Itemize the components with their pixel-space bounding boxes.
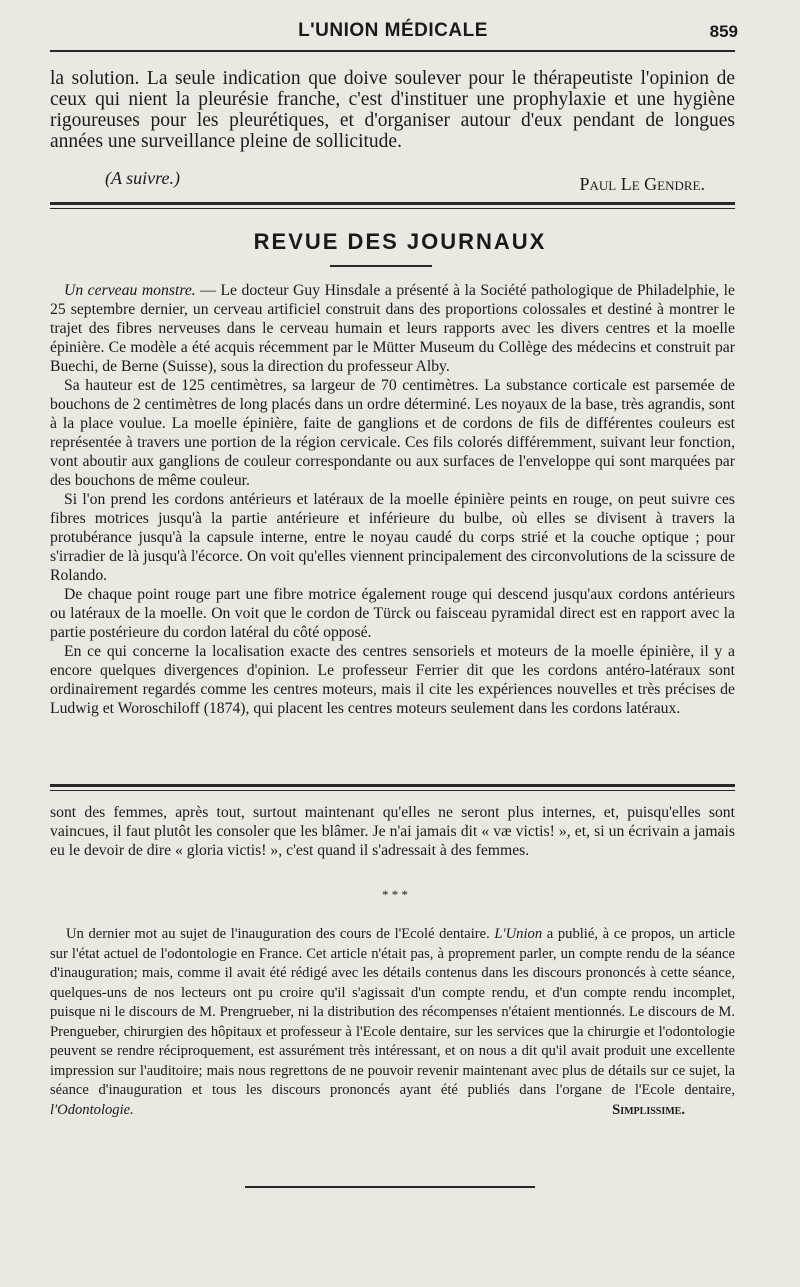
article-text: a publié, à ce propos, un article sur l'état actuel de l'odontologie en France. Cet article n'était pas, à proprement parler, un compte rendu de la séance d'inauguration; mais, comme il avait été rédigé avec les détails contenus dans les discours prononcés à cette séance, quelques-uns de nos lecteurs ont pu croire qu'il s'agissait d'un compte rendu, et d'un compte rendu incomplet, puisque ni le discours de M. Prengrueber, ni la distribution des récompenses n'étaient mentionnés. Le discours de M. Prengueber, chirurgien des hôpitaux et professeur à l'Ecole dentaire, sur les services que la chirurgie et l'odontologie peuvent se rendre réciproquement, est assurément très intéressant, et on nous a dit qu'il avait produit une excellente impression sur l'auditoire; mais nous regrettons de ne pouvoir revenir maintenant avec plus de détails sur ce sujet, la séance d'inauguration et tous les discours prononcés ayant été publiés dans l'organe de l'Ecole dentaire, — [50, 926, 736, 1098]
article-paragraph: Sa hauteur est de 125 centimètres, sa largeur de 70 centimètres. La substance corticale est parsemée de bouchons de 2 centimètres de long placés dans un ordre déterminé. Les noyaux de la base, très agrandis, sont à la place voulue. La moelle épinière, faite de ganglions et de cordons de fils de différentes couleurs est représentée à travers une portion de la région cervicale. Ces fils colorés différemment, suivant leur fonction, vont aboutir aux ganglions de couleur correspondante ou aux surfaces de l'enveloppe qui sont marquées par des bouchons de même couleur. — [50, 377, 735, 489]
article-title: Un cerveau monstre. — [64, 282, 196, 299]
article-cerveau — [50, 281, 735, 718]
running-head — [48, 20, 738, 44]
article-paragraph: Si l'on prend les cordons antérieurs et latéraux de la moelle épinière peints en rouge, on peut suivre ces fibres motrices jusqu'à la partie antérieure et inférieure du bulbe, où elles se divisent à travers la protubérance jusqu'à la capsule interne, entre le noyau caudé du corps strié et la couche optique ; pour s'irradier de là jusqu'à l'écorce. On voit qu'elles viennent principalement des circonvolutions de la scissure de Rolando. — [50, 491, 735, 584]
feuilleton-rule — [50, 784, 735, 787]
title-underline — [330, 265, 432, 267]
top-paragraph — [50, 68, 735, 152]
article-text: — Le docteur Guy Hinsdale a présenté à la Société pathologique de Philadelphie, le 25 septembre dernier, un cerveau artificiel construit dans des proportions colossales et destiné à montrer le trajet des fibres nerveuses dans le cerveau humain et leurs rapports avec les divers centres et la moelle épinière. Ce modèle a été acquis récemment par le Mütter Museum du Collège des médecins et construit par Buechi, de Berne (Suisse), sous la direction du professeur Alby. — [50, 282, 735, 375]
a-suivre: (A suivre.) — [105, 168, 180, 188]
conclusion-text: la solution. La seule indication que doive soulever pour le thérapeutiste l'opinion de ceux qui nient la pleurésie franche, c'est d'instituer une prophylaxie et une hygiène rigoureuses pour les pleurétiques, et d'organiser autour d'eux pendant de longues années une surveillance pleine de sollicitude. — [50, 68, 735, 152]
source-name: l'Odontologie. — [50, 1101, 134, 1118]
feuilleton-rule-thin — [50, 790, 735, 791]
article-paragraph — [50, 925, 735, 1120]
article-text: Un dernier mot au sujet de l'inauguration des cours de l'Ecolé dentaire. — [66, 926, 495, 942]
closing-rule — [245, 1186, 535, 1188]
page-number: 859 — [709, 22, 738, 41]
article-dentaire — [50, 925, 735, 1120]
section-rule-thin — [50, 208, 735, 209]
signature: Simplissime. — [612, 1101, 685, 1118]
feuilleton-paragraph: sont des femmes, après tout, surtout maintenant qu'elles ne seront plus internes, et, puisqu'elles sont vaincues, il faut plutôt les consoler que les blâmer. Je n'ai jamais dit « væ victis! », et, si un écrivain a jamais eu le devoir de dire « gloria victis! », c'est quand il s'adressait à des femmes. — [50, 804, 735, 859]
journal-name: L'Union — [494, 926, 543, 942]
author-signature: Paul Le Gendre. — [579, 174, 705, 194]
signature-line — [50, 168, 735, 192]
header-rule — [50, 50, 735, 52]
section-title: REVUE DES JOURNAUX — [253, 229, 547, 254]
article-paragraph: De chaque point rouge part une fibre motrice également rouge qui descend jusqu'aux cordons antérieurs ou latéraux de la moelle. On voit que le cordon de Türck ou faisceau pyramidal direct est en rapport avec la partie postérieure du cordon latéral du côté opposé. — [50, 586, 735, 641]
star-separator: * * * — [382, 887, 408, 902]
feuilleton-text — [50, 803, 735, 860]
section-rule-top — [50, 202, 735, 205]
article-paragraph: En ce qui concerne la localisation exacte des centres sensoriels et moteurs de la moelle épinière, il y a encore quelques divergences d'opinion. Le professeur Ferrier dit que les cordons antéro-latéraux sont ordinairement regardés comme les centres moteurs, mais il cite les expériences nouvelles et très précises de Ludwig et Woroschiloff (1874), qui placent les centres moteurs seulement dans les cordons latéraux. — [50, 643, 735, 717]
journal-title: L'UNION MÉDICALE — [298, 20, 488, 41]
article-paragraph — [50, 281, 735, 376]
